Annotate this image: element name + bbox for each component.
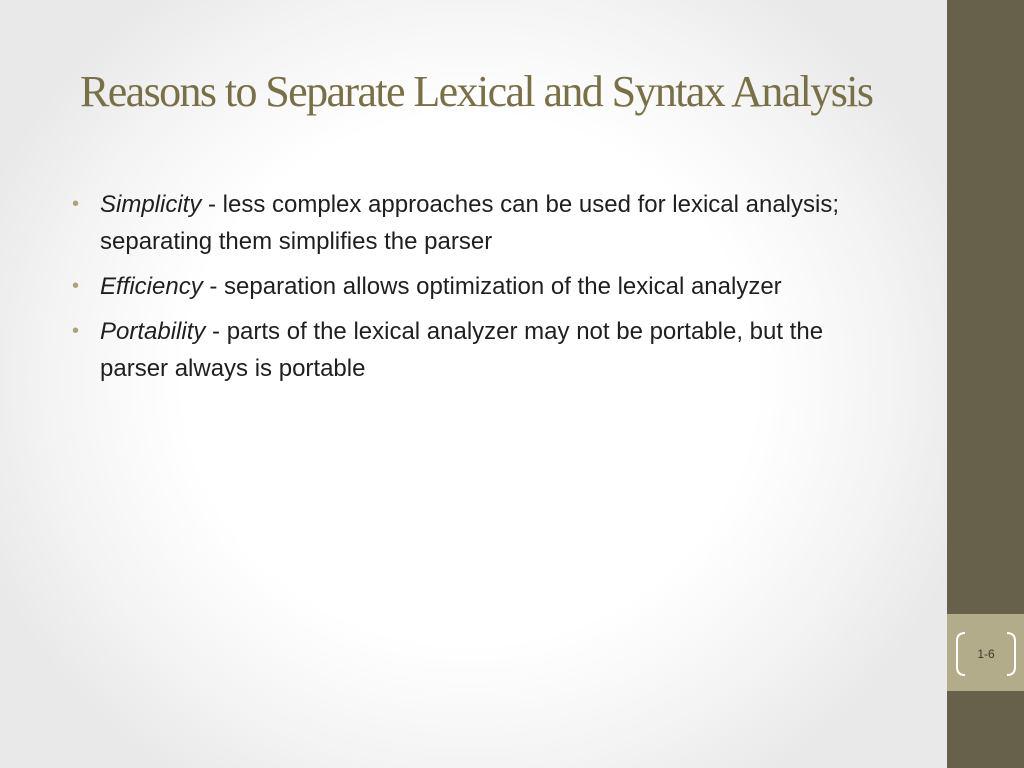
bullet-icon: • bbox=[72, 193, 80, 215]
bullet-term: Simplicity bbox=[100, 191, 202, 218]
page-number: 1-6 bbox=[977, 647, 995, 661]
slide-title: Reasons to Separate Lexical and Syntax Analysis bbox=[80, 67, 873, 116]
bullet-text: - separation allows optimization of the lexical analyzer bbox=[202, 273, 782, 300]
bullet-text: - less complex approaches can be used for lexical analysis; separating them simplifies the parser bbox=[100, 191, 839, 255]
bullet-item-portability bbox=[72, 313, 892, 387]
bullet-term: Efficiency bbox=[100, 273, 203, 300]
bullet-item-simplicity bbox=[72, 186, 892, 260]
bullet-list bbox=[72, 186, 892, 395]
bullet-icon: • bbox=[72, 275, 80, 297]
bullet-icon: • bbox=[72, 320, 80, 342]
page-number-frame bbox=[955, 632, 1017, 676]
bullet-term: Portability bbox=[100, 318, 206, 345]
bullet-text: - parts of the lexical analyzer may not be portable, but the parser always is portable bbox=[100, 318, 824, 382]
bullet-item-efficiency bbox=[72, 268, 892, 305]
